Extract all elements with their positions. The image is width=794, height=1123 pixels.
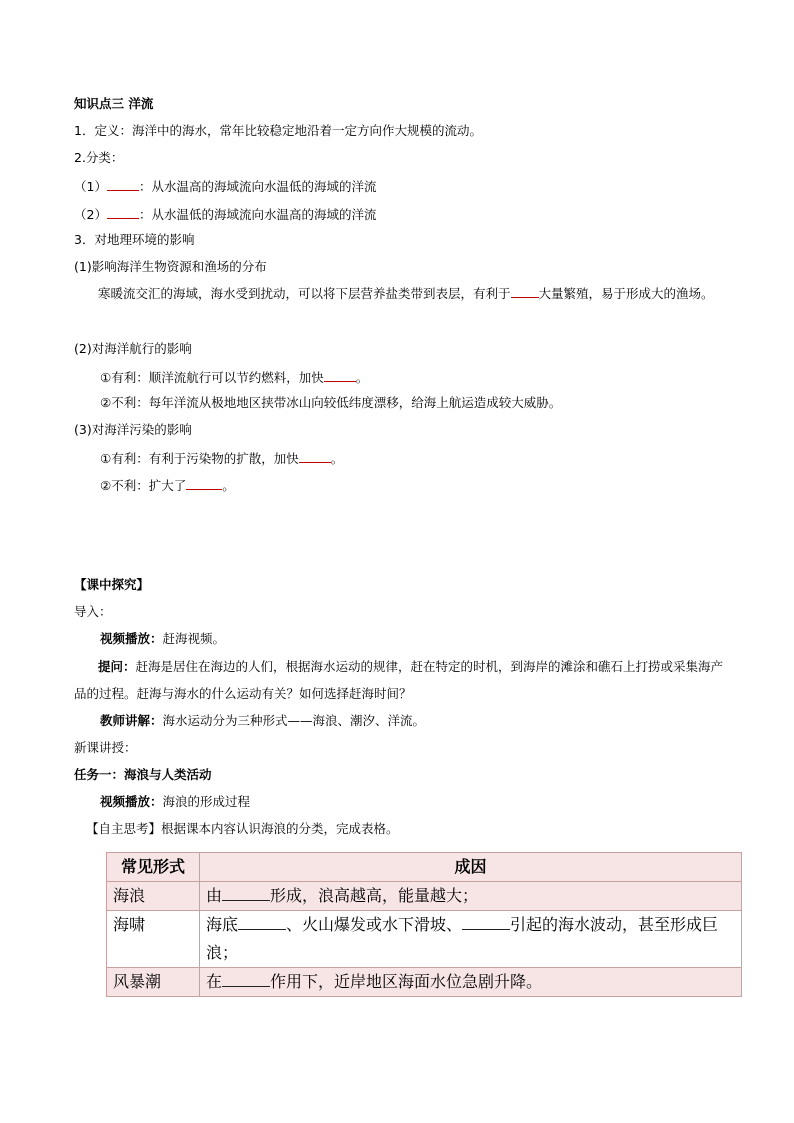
- inclass-title: 【课中探究】: [74, 577, 150, 592]
- impact-1-heading: (1)影响海洋生物资源和渔场的分布: [74, 259, 267, 274]
- table-cell-form: 风暴潮: [107, 968, 200, 997]
- question: 提问：赶海是居住在海边的人们，根据海水运动的规律，赶在特定的时机，到海岸的滩涂和礁石上打捞或采集海产品的过程。赶海与海水的什么运动有关？如何选择赶海时间？: [74, 659, 724, 701]
- answer-blank[interactable]: [107, 177, 139, 191]
- wave-types-table: [106, 852, 742, 997]
- table-row: [107, 882, 742, 911]
- table-cell-cause: 由 形成，浪高越高，能量越大；: [200, 882, 742, 911]
- task-1-title: 任务一：海浪与人类活动: [74, 767, 212, 782]
- answer-blank[interactable]: [107, 205, 139, 219]
- table-row: [107, 968, 742, 997]
- answer-blank[interactable]: [186, 476, 222, 490]
- answer-blank[interactable]: [324, 368, 356, 382]
- impact-1-text: 寒暖流交汇的海域，海水受到扰动，可以将下层营养盐类带到表层，有利于 大量繁殖，易于形成大的渔场。: [98, 286, 714, 301]
- impact-3-advantage: ①有利：有利于污染物的扩散，加快 。: [100, 451, 344, 466]
- definition: 1．定义：海洋中的海水，常年比较稳定地沿着一定方向作大规模的流动。: [74, 123, 482, 138]
- classification-heading: 2.分类：: [74, 150, 124, 165]
- table-header: 成因: [200, 853, 742, 882]
- classification-item-2: （2） ：从水温低的海域流向水温高的海域的洋流: [74, 207, 377, 222]
- table-cell-form: 海啸: [107, 911, 200, 968]
- table-cell-cause: 海底 、火山爆发或水下滑坡、 引起的海水波动，甚至形成巨浪；: [200, 911, 742, 968]
- impact-heading: 3．对地理环境的影响: [74, 232, 195, 247]
- impact-2-heading: (2)对海洋航行的影响: [74, 341, 192, 356]
- impact-2-disadvantage: ②不利：每年洋流从极地地区挟带冰山向较低纬度漂移，给海上航运造成较大威胁。: [100, 395, 562, 410]
- answer-blank[interactable]: [299, 449, 331, 463]
- impact-3-disadvantage: ②不利：扩大了 。: [100, 478, 235, 493]
- impact-2-advantage: ①有利：顺洋流航行可以节约燃料，加快 。: [100, 370, 369, 385]
- section-title: 知识点三 洋流: [74, 96, 154, 111]
- classification-item-1: （1） ：从水温高的海域流向水温低的海域的洋流: [74, 179, 377, 194]
- answer-blank[interactable]: [222, 882, 270, 901]
- answer-blank[interactable]: [238, 911, 286, 930]
- impact-3-heading: (3)对海洋污染的影响: [74, 422, 192, 437]
- table-cell-cause: 在 作用下，近岸地区海面水位急剧升降。: [200, 968, 742, 997]
- table-cell-form: 海浪: [107, 882, 200, 911]
- answer-blank[interactable]: [222, 968, 270, 987]
- table-header: 常见形式: [107, 853, 200, 882]
- answer-blank[interactable]: [511, 284, 539, 298]
- self-thinking: 【自主思考】根据课本内容认识海浪的分类，完成表格。: [86, 821, 399, 836]
- video-2: 视频播放：海浪的形成过程: [100, 794, 251, 809]
- table-row: [107, 911, 742, 968]
- intro-label: 导入：: [74, 604, 112, 619]
- teacher-explanation: 教师讲解：海水运动分为三种形式——海浪、潮汐、洋流。: [100, 713, 426, 728]
- answer-blank[interactable]: [462, 911, 510, 930]
- new-lesson-label: 新课讲授：: [74, 740, 137, 755]
- video-1: 视频播放：赶海视频。: [100, 631, 226, 646]
